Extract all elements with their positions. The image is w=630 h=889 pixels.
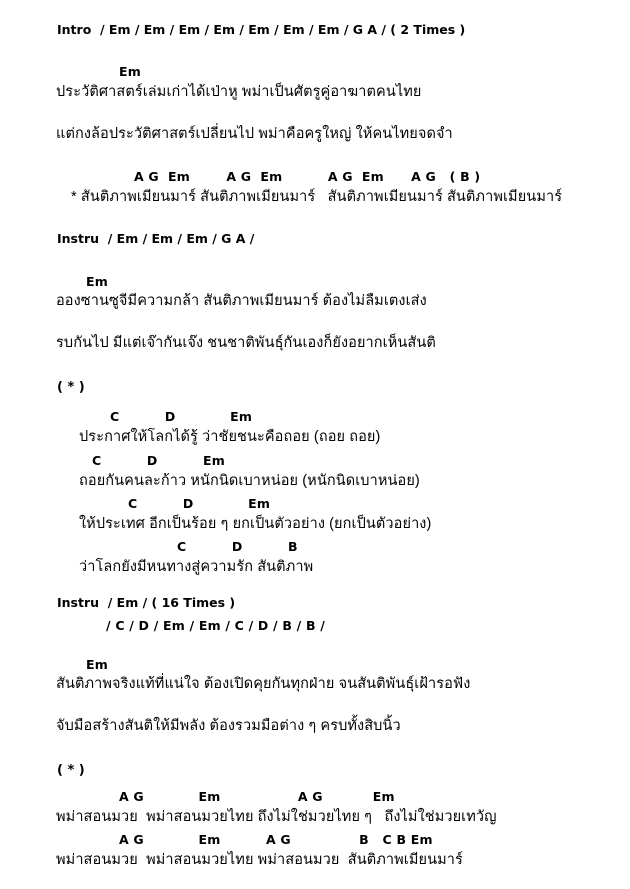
- lyric-line-verse1-lyric1: ประวัติศาสตร์เล่มเก่าได้เป่าหู พม่าเป็นศัตรูคู่อาฆาตคนไทย: [56, 84, 422, 100]
- lyric-line-verse1-lyric2: แต่กงล้อประวัติศาสตร์เปลี่ยนไป พม่าคือครูใหญ่ ให้คนไทยจดจำ: [56, 126, 453, 142]
- chord-line-verse2-chord1: Em: [86, 274, 108, 289]
- chord-line-chorus2-chords-4: C D B: [177, 539, 298, 554]
- chord-line-chorus1-chords: A G Em A G Em A G Em A G ( B ): [134, 169, 481, 184]
- lyric-line-chorus1-lyric: * สันติภาพเมียนมาร์ สันติภาพเมียนมาร์ สันติภาพเมียนมาร์ สันติภาพเมียนมาร์: [71, 189, 563, 205]
- section-line-instru1: [57, 233, 254, 246]
- section-label: Intro: [57, 22, 92, 37]
- section-chord-sequence: / Em / Em / Em / G A /: [107, 231, 255, 246]
- lyric-line-verse3-lyric2: จับมือสร้างสันติให้มีพลัง ต้องรวมมือต่าง ๆ ครบทั้งสิบนิ้ว: [56, 718, 401, 734]
- chord-line-chorus2-chords-1: C D Em: [110, 409, 253, 424]
- lyric-line-verse2-lyric1: อองซานซูจีมีความกล้า สันติภาพเมียนมาร์ ต้องไม่ลืมเตงเส่ง: [56, 293, 427, 309]
- section-label: Instru: [57, 595, 100, 610]
- section-gap: [99, 595, 108, 610]
- lyric-line-outro-lyric-1: พม่าสอนมวย พม่าสอนมวยไทย ถึงไม่ใช่มวยไทย ๆ ถึงไม่ใช่มวยเทวัญ: [56, 809, 497, 825]
- repeat-mark-repeat-mark-2: ( * ): [57, 763, 85, 778]
- section-line-instru2: [57, 597, 235, 610]
- chord-line-chorus2-chords-2: C D Em: [92, 453, 225, 468]
- lyric-line-chorus2-lyric-4: ว่าโลกยังมีหนทางสู่ความรัก สันติภาพ: [79, 559, 314, 575]
- section-chord-sequence: / Em / Em / Em / Em / Em / Em / Em / G A / ( 2 Times ): [100, 22, 466, 37]
- section-gap: [91, 22, 100, 37]
- section-label: Instru: [57, 231, 100, 246]
- chord-line-outro-chords-2: A G Em A G B C B Em: [119, 832, 433, 847]
- lyric-line-chorus2-lyric-2: ถอยกันคนละก้าว หนักนิดเบาหน่อย (หนักนิดเบาหน่อย): [79, 473, 420, 489]
- lyric-line-outro-lyric-2: พม่าสอนมวย พม่าสอนมวยไทย พม่าสอนมวย สันติภาพเมียนมาร์: [56, 852, 463, 868]
- lyric-line-chorus2-lyric-3: ให้ประเทศ อีกเป็นร้อย ๆ ยกเป็นตัวอย่าง (ยกเป็นตัวอย่าง): [79, 516, 432, 532]
- lyric-line-verse2-lyric2: รบกันไป มีแต่เจ๊ากันเจ๊ง ชนชาติพันธุ์กันเองก็ยังอยากเห็นสันติ: [56, 335, 436, 351]
- section-gap: [99, 231, 108, 246]
- lyric-line-verse3-lyric1: สันติภาพจริงแท้ที่แน่ใจ ต้องเปิดคุยกันทุกฝ่าย จนสันติพันธุ์เฝ้ารอฟัง: [56, 676, 471, 692]
- chord-line-verse1-chord1: Em: [119, 64, 141, 79]
- lyric-line-chorus2-lyric-1: ประกาศให้โลกได้รู้ ว่าชัยชนะคือถอย (ถอย ถอย): [79, 429, 381, 445]
- chord-line-instru2-line2: / C / D / Em / Em / C / D / B / B /: [106, 618, 325, 633]
- chord-line-chorus2-chords-3: C D Em: [128, 496, 271, 511]
- section-line-intro: [57, 24, 465, 37]
- chord-line-verse3-chord1: Em: [86, 657, 108, 672]
- section-chord-sequence: / Em / ( 16 Times ): [107, 595, 236, 610]
- chord-line-outro-chords-1: A G Em A G Em: [119, 789, 395, 804]
- repeat-mark-repeat-mark-1: ( * ): [57, 380, 85, 395]
